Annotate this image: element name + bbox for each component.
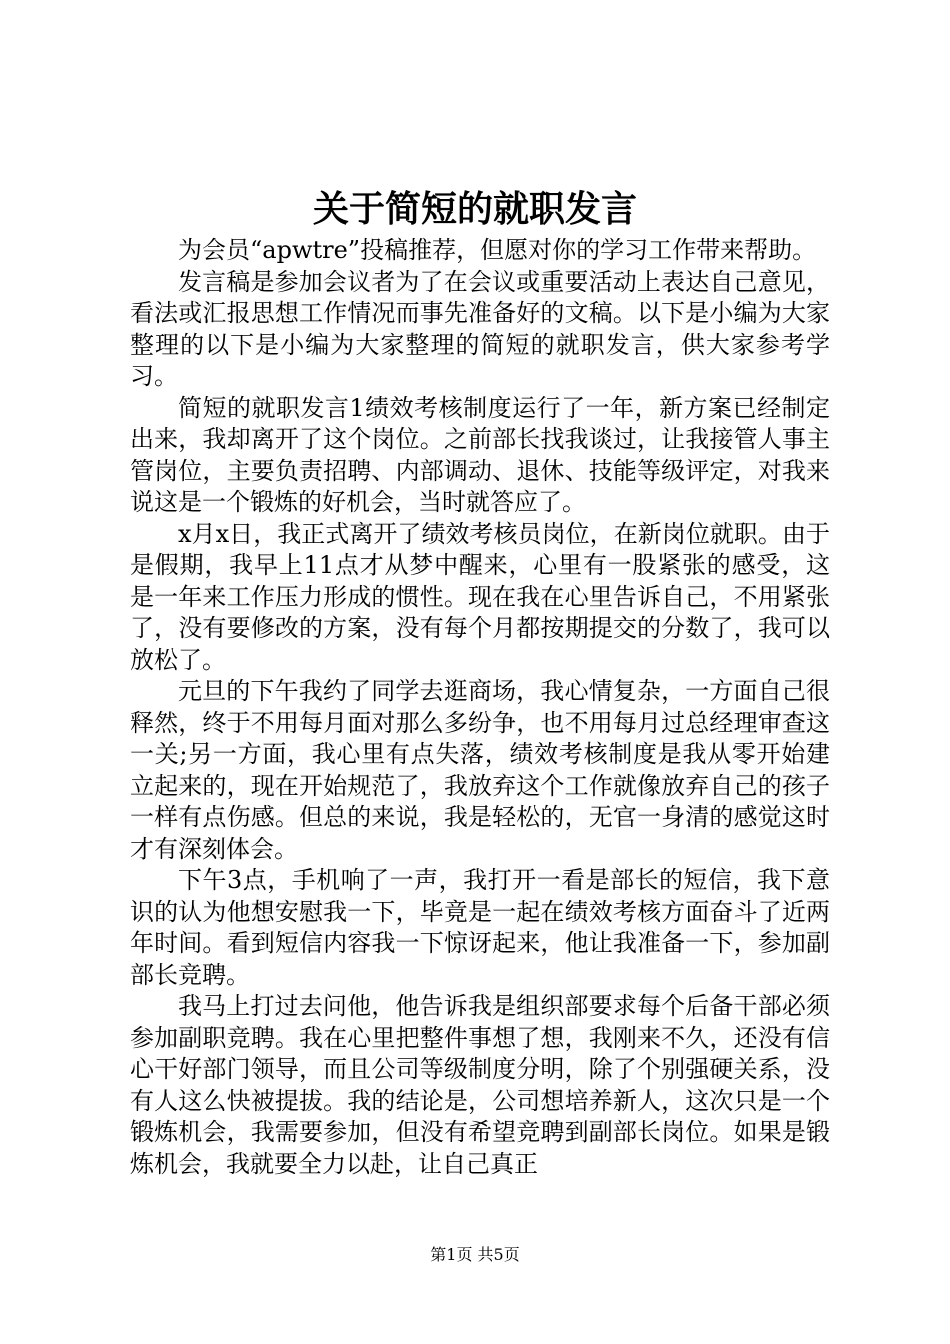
paragraph: x月x日，我正式离开了绩效考核员岗位，在新岗位就职。由于是假期，我早上11点才从梦中醒来，心里有一股紧张的感受，这是一年来工作压力形成的惯性。现在我在心里告诉自己，不用紧张了，没有要修改的方案，没有每个月都按期提交的分数了，我可以放松了。	[130, 519, 830, 674]
paragraph: 发言稿是参加会议者为了在会议或重要活动上表达自己意见，看法或汇报思想工作情况而事先准备好的文稿。以下是小编为大家整理的以下是小编为大家整理的简短的就职发言，供大家参考学习。	[130, 267, 830, 390]
paragraph: 我马上打过去问他，他告诉我是组织部要求每个后备干部必须参加副职竞聘。我在心里把整件事想了想，我刚来不久，还没有信心干好部门领导，而且公司等级制度分明，除了个别强硬关系，没有人这么快被提拔。我的结论是，公司想培养新人，这次只是一个锻炼机会，我需要参加，但没有希望竞聘到副部长岗位。如果是锻炼机会，我就要全力以赴，让自己真正	[130, 992, 830, 1178]
paragraph: 元旦的下午我约了同学去逛商场，我心情复杂，一方面自己很释然，终于不用每月面对那么多纷争，也不用每月过总经理审查这一关;另一方面，我心里有点失落，绩效考核制度是我从零开始建立起来的，现在开始规范了，我放弃这个工作就像放弃自己的孩子一样有点伤感。但总的来说，我是轻松的，无官一身清的感觉这时才有深刻体会。	[130, 677, 830, 863]
document-body	[130, 235, 830, 1180]
paragraph: 简短的就职发言1绩效考核制度运行了一年，新方案已经制定出来，我却离开了这个岗位。之前部长找我谈过，让我接管人事主管岗位，主要负责招聘、内部调动、退休、技能等级评定，对我来说这是一个锻炼的好机会，当时就答应了。	[130, 393, 830, 516]
document-title: 关于简短的就职发言	[312, 188, 637, 230]
paragraph: 为会员“apwtre”投稿推荐，但愿对你的学习工作带来帮助。	[178, 236, 817, 264]
page-footer: 第1页 共5页	[430, 1245, 520, 1264]
paragraph: 下午3点，手机响了一声，我打开一看是部长的短信，我下意识的认为他想安慰我一下，毕竟是一起在绩效考核方面奋斗了近两年时间。看到短信内容我一下惊讶起来，他让我准备一下，参加副部长竞聘。	[130, 866, 830, 989]
